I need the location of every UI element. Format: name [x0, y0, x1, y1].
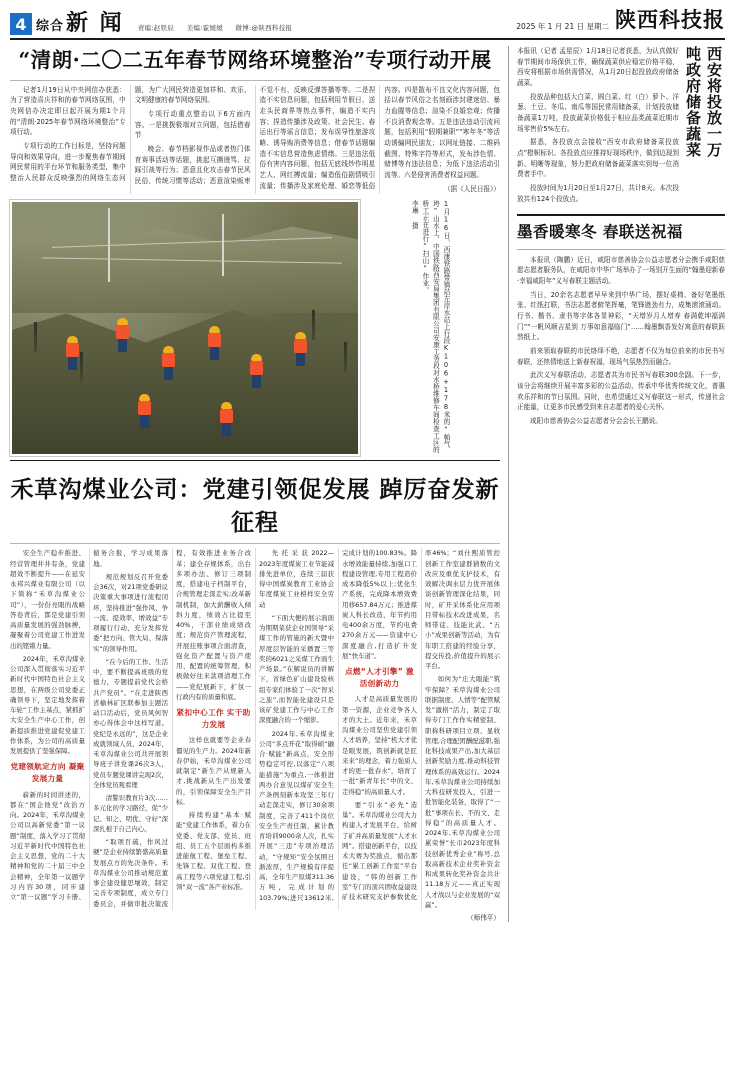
photo-worker — [138, 398, 151, 428]
right-article-mid-body — [517, 255, 725, 427]
credit-designer: 美编:霍媛媛 — [186, 24, 224, 32]
feature-subhead-3: 点燃“人才引擎” 激活创新动力 — [345, 667, 414, 689]
divider — [10, 460, 500, 461]
photo-worker — [116, 322, 129, 352]
paragraph: 如何为“庄大眼能”筑牢保障？禾草沟煤业公司联据制度、人情等“配管赋发”激格“活力，制定了取得专门工作作实精密制、职称科研项目立项、显收管理,合理配团酬配滋职,强化科技成果产出,加大基层创新奖励力度,推动科技管理体系的高效运行。2024年,禾草沟煤业公司持续加大科技研发投入，引进一批智能化装备，取得了“一批”事项在长、不的文、走得稳”的高质量人才。2024年,禾草沟煤业公司累荣誉”长市2023年度科技创新优秀企业”称号,总取高新技术企业奖补资金和成果转化奖补资金共计11.18万元——真正实现人才战以与企业发展的“双赢”。 — [425, 675, 500, 909]
paragraph: 前来领取春联的市民络绎不绝，志愿者不仅为每位前来的市民书写春联，还热情地送上新春祝福，现场气氛热烈而融合。 — [517, 346, 725, 366]
paragraph: 要“引水”必先“造巢”。禾草沟煤业公司大力构建人才发展平台，给树了矿并高质量发展“人才水网”。搭建创新平台，以技术大赛为奖励点，循出那任“累工创新工作室”平台建设，“韩的创新工作室”专门的顶兴团收益建设矿技术研究支护参数优化率46%；“刘仕熙质管控创新工作室建群猜数的文改应及重优支护技术，有效解决调水层力优开展体谈创新管理深化结果，同时，矿开采体系化应用项目带标技术改进成果，名师带徒、技能比武、“五小”成果创新等活动，为有年职工搭建的经验分享，提交传投,价值提升的展示平台。 — [342, 549, 500, 902]
article-source: （据《人民日报》） — [443, 184, 500, 193]
photo-byline: 李琳 摄 — [410, 200, 419, 230]
photo-block — [10, 200, 500, 456]
paragraph: 本报讯（陶鹏）近日，咸阳市慈善协会公益志愿者分会携手咸阳慈愿志愿者服务队，在咸阳市中华广场举办了一场别开生面的“翰墨迎新春·幸福咸阳年”义写春联主题活动。 — [517, 255, 725, 285]
paragraph: 2024年,禾草沟煤业公司“多点开花”取得硕“融合·赋能”新高点，安全形势稳定可控,以落定“八项能措施”为重点,一体推进两办合意见以煤矿安全生产条例刻新本攻坚三年行动走深走实，修订30余项制度，完善了411个岗位安全生产责任制，累计教育培训9000余人次，扎实开展“三违”专项治理活动，“守规矩”安全氛围日渐浓厚，生产规模有序提高，全年生产原煤311.36万吨，完成计划的103.79%;进尺13612米,完成计划的100.83%。降水增效能量持续,加强口工程建设管理,专用工程造价成本降低5%以上;优化生产系统，完成降本增效费用移657.84万元；推进煤炭人科长改造，年节约用电400余万度，节约电费270余万元——资建中心深度融合,打造扩升发展“快车道”。 — [259, 549, 417, 902]
paragraph: 崭新的时间讲述的，都在“国企他党”改治方向。2024年，禾草沟煤业公司以高新党委“第一议题”制度，落入学习了贯彻习近平新时代中国特色社会主义思想，党的二十大精神和党的二十届三中全会精神，全年第一议题学习内容30项，同步建立“第一议题”学习卡册、循务合报，学习成果落地。 — [10, 549, 168, 902]
credit-weibo: 微博:@陕西科技报 — [235, 24, 293, 32]
photo-worker — [66, 340, 79, 370]
paragraph: 记者1月19日从中央网信办获悉：为了营造喜庆祥和的春节网络氛围，中央网信办决定即日起开展为期1个月的“清朗·2025年春节网络环境整治”专项行动。 — [10, 85, 126, 137]
feature-body — [10, 548, 500, 910]
right-article-top — [517, 46, 725, 207]
credit-editor: 责编:赵铁辰 — [137, 24, 175, 32]
section-label-small: 综合 — [36, 19, 65, 34]
paragraph: 先托采获2022—2023年度煤炭工业节能减排先进单位，连续三届获得中国煤炭教育工业协会年度煤炭工业榜样安全劳动 — [259, 549, 334, 609]
left-column — [10, 46, 508, 922]
photo-pole — [222, 214, 224, 276]
feature-subhead-2: 紧扣中心工作 实干助力发展 — [176, 708, 251, 730]
publication-date: 2025 年 1 月 21 日 星期二 — [516, 22, 609, 31]
paragraph: 咸阳市慈善协会公益志愿者分会会长王鹏说。 — [530, 416, 662, 425]
divider — [517, 214, 725, 216]
photo-tree — [312, 310, 315, 340]
photo-tree — [34, 322, 37, 352]
paragraph: 此次义写春联活动，志愿者共为市民书写春联300余副。下一步，该分会将继续开展丰富多彩的公益活动，传承中华优秀传统文化，普惠欢乐祥和的节日氛围。同时，也希望通过义写春联这一形式，传递社会正能量，让更多市民感受到来自志愿者的爱心关怀。 — [517, 371, 725, 412]
right-article-top-headline: 西安将投放一万吨政府储备蔬菜 — [684, 46, 723, 158]
divider — [10, 80, 500, 81]
photo-worker — [208, 330, 221, 360]
paragraph: “取项百硫，作风过硬”是企业持续繁盛高质量发展点方的先决条件。禾草沟煤业公司推动规范董事会建设健思壤效，制定完善专项制度，成立专门委员会，并做审批决策流程，有效推进业务合改革；建全存规体系，出台多项办法、修订三项制度，搭建电子档制平台，合规管理走深走实;改革新制机制，加大薪酬收入倾斜力度，绩效占比提至40%，干部业绩成绩改度；规范资产管理流程，开展挂账事项合面清查，强化资产配置与资产使用、配置的统筹管理，积极做好往来款项清理工作——党纪展新下，扩氛一行政内有的质量和底。 — [93, 549, 251, 908]
right-column — [508, 46, 725, 922]
feature-byline: （师伟平） — [467, 914, 500, 923]
paragraph: 专项行动重点整治以下6方面内容。一是挑拨极端对立问题，包括借春节 — [134, 109, 251, 140]
page-number-badge: 4 — [10, 13, 32, 35]
paragraph: 投放时间为1月20日至1月27日，共计8天。本次投放共有124个投放点。 — [517, 184, 679, 203]
paragraph: “下面大便的展示面面为期期菜获企业国领导“采煤工作的管施的新大暨中厚度层智能的采播置三等奖的6021之采煤工作面生产场景。”在解说员的讲解下，省绿色矿山建设验核组专家们体验了一次“智采之旅”,而智能化建设只是该矿党建工作与中心工作深度融合的一个缩影。 — [259, 613, 334, 725]
paragraph: 安全生产稳步推进、经营管理井井有条，党建超效不断提升——在延安永邦兴煤业有限公司（以下简称“禾草沟煤业公司”），一份份亮眼的战略答卷背后，都是党建引领高质量发展的强劲脉搏，凝聚着公司党建工作进发出的铿锵力量。 — [10, 549, 85, 650]
paper-title: 陕西科技报 — [615, 7, 725, 32]
paragraph: 本报讯（记者 孟星辰）1月18日记者获悉，为认真做好春节期间市场保供工作，确保蔬菜供应稳定价格平稳，西安将根据市场供需情况，从1月20日起投放政府储备蔬菜。 — [517, 47, 679, 88]
masthead-credits — [138, 23, 303, 35]
paragraph: 清警识教育片3次……多元化的学习路径，促“少记、知之、明优、守好”深深扎根于自己内心。 — [93, 794, 168, 833]
paragraph: 投放品种包括大白菜、圆白菜、红（白）萝卜、洋葱、土豆、冬瓜、南瓜等国民常用储备菜，计划投放储备蔬菜1万吨，投放蔬菜价格低于相应品类蔬菜近期市场零售价5%左右。 — [517, 92, 679, 133]
photo-tree — [344, 342, 347, 372]
right-article-top-body — [517, 46, 679, 207]
paragraph: 人才是高质量发展的第一资源，企业竞争各人才的大土。近年来，禾草沟煤业公司坚焦党建引领人才培养，坚持“机大才优是眼发展，筑创新就是匠来来”的理念，着力强质人才的更一批春水”，培育了一批“新青年长”中的文、走得稳”的高质量人才。 — [342, 695, 417, 796]
paragraph: “在今后的工作、生活中，要不断提高班级的党德力，专题提前党代会格共产党员”。“在走进陕西省榆林矿区联参加主题活动口活动后，党员风何智亦心得体会中这样写道。党纪是永远的”，这是企业成就领域人员，2024年，禾草沟煤业公司共开展领导班子讲党课26次3人，党员专题党课讲完现2次，全体党员观看理 — [93, 657, 168, 789]
divider — [10, 543, 500, 544]
paragraph: 当日，20余名志愿者早早来到中华广场，摆好桌椅、备好笔墨纸张、红纸打联，书法志愿者俯笔挥毫，笔锋遒劲有力，成集滚滚涌动。行书、楷书、隶书等字体各显神彩，“天增岁月人增寿 春满乾坤福满门”“一帆风顺吉星到 万事如意福临门”……翰墨飘香发好寓意的春联跃然纸上。 — [517, 290, 725, 342]
paragraph: 持续构建“基本·赋能”党建工作体系，着力在党委、党支部、党员、班组、员工五个层面构多推进能航工程、堡垒工程、先锋工程、双优工程、登高工程等六项党建工程,引领“双一流”各产业标准。 — [176, 811, 251, 891]
right-article-mid-headline: 墨香暖寒冬 春联送祝福 — [517, 222, 683, 242]
photo-caption: 1月16日，西康铁路带镇站左岸水站上行段K106+178米的“帕气垮”山水上，中国铁路西安局集团有限公司安康工务段对水桥维修车间检查工区的桥工正在进行“扫山”作业。 — [420, 200, 450, 454]
lead-article-headline: “清朗·二〇二五年春节网络环境整治”专项行动开展 — [18, 48, 492, 72]
paragraph: 专项行动的工作目标是，坚持问题导向和效果导向，进一步聚焦春节期间网民常用的平台环节和服务类型，集中整治人民群众反映强烈的网络生态问题，为广大网民营造更加祥和、欢乐、文明健康的春节网络氛围。 — [10, 85, 251, 182]
lead-article-body — [10, 85, 500, 195]
feature-headline: 禾草沟煤业公司：党建引领促发展 踔厉奋发新征程 — [10, 476, 500, 537]
news-photo — [10, 200, 360, 456]
paragraph: 晚会、春节档影视作品或者热门体育赛事活动等话题，挑起互撕谩骂、拉踩引战等行为；恶意且化攻击春节民风民俗、传统习惯等活动；恶意渲染贩枣不觉不有、反映反弹答播等等。二是捏造不实信息问题，包括利用节假日、送走头民商界等热点事件，编造不实内容；捏造传播涉及政策、社会民生、春运出行等谣言信息；发布误导性旅游攻略、诱导购消费等信息；借春节话题编造不实信息营造焦虑情绪。三是违法低俗有害内容问题，包括无底线炒作明星艺人、网红搏流量；编造低俗剧情吸引流量；传播涉及家庭伦理、婚恋等低俗内容。四是散布不良文化内容问题，包括以春节风俗之名刻画涉封建迷信、暴力血腥等信息；渲染不良婚恋观；传播不良消费观念等。五是违法违动引流问题，包括利用“假期兼职”“寒年冬”等活动诱骗网民朋友；以网址链接、二维码截图、特殊字符等形式，发布涉色情、赌博等有违法信息；为低下违法活动引流等。六是侵害消费者权益问题。 — [134, 85, 500, 190]
photo-worker — [250, 358, 263, 388]
masthead — [10, 6, 725, 40]
page-footer — [10, 922, 725, 928]
page-body — [10, 46, 725, 922]
paragraph: 2024年，禾草沟煤业公司深入贯彻落实习近平新时代中国特色社会主义思想，在两级公司党委正确领导下，坚定地发挥着车轮“工作主基点，紧抓扩大安全生产中心工作，创新提质推进党建促党建工作体系，为公司的高质量发展提供了坚强保障。 — [10, 654, 85, 756]
photo-tree — [80, 352, 83, 382]
photo-worker — [162, 350, 175, 380]
feature-subhead-1: 党建领航定方向 凝聚发展力量 — [10, 762, 85, 784]
paragraph: 规范规划反召开党委会36次，对21项党委研议决策重大事项进行流程闭环，坚持推进“强作风、争一流、提效率、增效益”专项履行行动，充分发挥党委“把方向、管大局、保落实”的领导作用。 — [93, 572, 168, 653]
paragraph: 这样也就要等企业春僵见的生产力。2024年新春伊始，禾草沟煤业公司就制定“新生产从规新人才,挑战新从生产出发要的，引领保障安全生产目标。 — [176, 736, 251, 806]
photo-caption-block — [367, 200, 451, 456]
photo-worker — [220, 406, 233, 436]
paragraph: 据悉，各投放点会接收“西安市政府储备菜投放点”橙帜标识。各投放点应推持好现场秩序，做到边现到新、明晰等现象，努力把政府储备蔬菜落实到每一位消费者手中。 — [517, 138, 679, 179]
section-label-large: 新 闻 — [66, 11, 124, 36]
photo-worker — [294, 336, 307, 366]
divider — [517, 249, 725, 250]
